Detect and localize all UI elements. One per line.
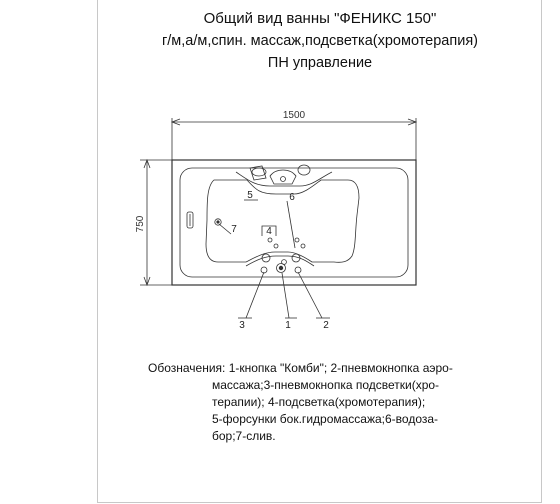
callout-6: 6: [289, 192, 295, 203]
back-contour: [246, 256, 314, 266]
legend-line-5: бор;7-слив.: [212, 429, 276, 443]
legend-line-4: 5-форсунки бок.гидромассажа;6-водоза-: [212, 412, 439, 426]
callout-5: 5: [247, 190, 253, 201]
drawing-subtitle: г/м,а/м,спин. массаж,подсветка(хромотерапия): [161, 33, 479, 49]
callout-4: 4: [266, 226, 272, 237]
drawing-control-type: ПН управление: [267, 55, 373, 71]
legend-line-2: массажа;3-пневмокнопка подсветки(хро-: [212, 378, 440, 392]
tub-basin: [206, 180, 359, 262]
tub-inner-rim: [180, 168, 408, 277]
legend-line-1: Обозначения: 1-кнопка "Комби"; 2-пневмокнопка аэро-: [148, 361, 453, 375]
drawing-title: Общий вид ванны "ФЕНИКС 150": [203, 10, 437, 27]
leader-1: [282, 273, 289, 318]
width-label: 1500: [282, 110, 306, 121]
leader-6: [287, 201, 295, 248]
callout-7: 7: [231, 224, 237, 235]
tub-outer-rim: [172, 160, 416, 285]
callout-3: 3: [239, 320, 245, 331]
leader-2: [298, 272, 322, 318]
height-label: 750: [135, 215, 146, 233]
legend-line-3: терапии); 4-подсветка(хромотерапия);: [212, 395, 426, 409]
leader-3: [246, 272, 264, 318]
callout-1: 1: [285, 320, 291, 331]
callout-2: 2: [323, 320, 329, 331]
width-dimension: [172, 118, 416, 160]
leader-7: [219, 224, 231, 234]
top-right-nozzle: [298, 165, 310, 175]
